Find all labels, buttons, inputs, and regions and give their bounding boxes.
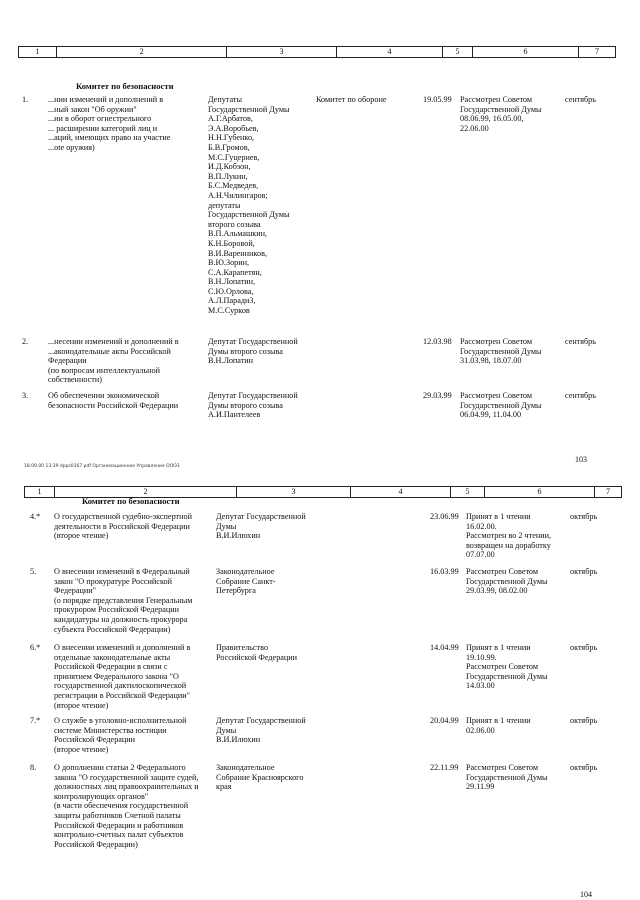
planned-month: сентябрь — [565, 337, 596, 346]
col-header-4: 4 — [337, 47, 443, 57]
planned-month: октябрь — [570, 512, 598, 521]
bill-authors: Депутат Государственной Думы В.И.Илюхин — [216, 512, 306, 541]
submission-date: 16.03.99 — [430, 567, 459, 576]
committee-heading: Комитет по безопасности — [76, 81, 174, 91]
planned-month: сентябрь — [565, 391, 596, 400]
bill-authors: Депутат Государственной Думы В.И.Илюхин — [216, 716, 306, 745]
submission-date: 12.03.98 — [423, 337, 452, 346]
submission-date: 19.05.99 — [423, 95, 452, 104]
col-header-2: 2 — [57, 47, 227, 57]
col-header-5: 5 — [451, 487, 485, 497]
submission-date: 20.04.99 — [430, 716, 459, 725]
row-number: 6.* — [30, 643, 41, 652]
row-number: 3. — [22, 391, 29, 400]
row-number: 4.* — [30, 512, 41, 521]
row-number: 1. — [22, 95, 29, 104]
col-header-3: 3 — [237, 487, 351, 497]
bill-title: О внесении изменений в Федеральный закон "О прокуратуре Российской Федерации" (о порядке представления Генеральным прокурором Российской Федерации кандидатуры на должность прокурора субъекта Российской Федерации) — [54, 567, 193, 634]
submission-date: 22.11.99 — [430, 763, 459, 772]
page-number: 103 — [575, 455, 587, 464]
submission-date: 23.06.99 — [430, 512, 459, 521]
column-header-row — [18, 46, 616, 58]
col-header-4: 4 — [351, 487, 451, 497]
bill-authors: Депутат Государственной Думы второго созыва А.И.Пантелеев — [208, 391, 298, 420]
planned-month: октябрь — [570, 567, 598, 576]
bill-authors: Депутаты Государственной Думы А.Г.Арбатов, Э.А.Воробьев, Н.Н.Губенко, Б.В.Громов, М.С.Гуцериев, И.Д.Кобзон, В.П.Лукин, Б.С.Медведев, А.Н.Чилингаров; депутаты Государственной Думы второго созыва В.П.Альмашкин, К.Н.Боровой, В.И.Варенников, В.Ю.Зорин, С.А.Карапетян, В.Н.Лопатин, С.Ю.Орлова, А.Л.Паради3, М.С.Сурков — [208, 95, 290, 316]
col-header-3: 3 — [227, 47, 337, 57]
col-header-6: 6 — [485, 487, 595, 497]
col-header-7: 7 — [606, 487, 610, 496]
review-status: Принят в 1 чтении 02.06.00 — [466, 716, 531, 735]
review-status: Рассмотрен Советом Государственной Думы 06.04.99, 11.04.00 — [460, 391, 542, 420]
review-status: Рассмотрен Советом Государственной Думы 29.11.99 — [466, 763, 548, 792]
submission-date: 14.04.99 — [430, 643, 459, 652]
col-header-7: 7 — [595, 47, 599, 56]
bill-authors: Законодательное Собрание Красноярского края — [216, 763, 304, 792]
bill-title: О внесении изменений и дополнений в отдельные законодательные акты Российской Федерации в связи с принятием Федерального закона "О государственной дактилоскопической регистрации в Российской Федерации" (второе чтение) — [54, 643, 191, 710]
bill-title: О службе в уголовно-исполнительной системе Министерства юстиции Российской Федерации (второе чтение) — [54, 716, 187, 754]
col-header-2: 2 — [55, 487, 237, 497]
bill-authors: Депутат Государственной Думы второго созыва В.Н.Лопатин — [208, 337, 298, 366]
row-number: 7.* — [30, 716, 41, 725]
submission-date: 29.03.99 — [423, 391, 452, 400]
bill-title: О государственной судебно-экспертной деятельности в Российской Федерации (второе чтение) — [54, 512, 192, 541]
row-number: 2. — [22, 337, 29, 346]
bill-title: О дополнении статьи 2 Федерального закона "О государственной защите судей, должностных лиц правоохранительных и контролирующих органов" (в части обеспечения государственной защиты работников Счетной палаты Российской Федерации и работников контрольно-счетных палат субъектов Российской Федерации) — [54, 763, 199, 849]
bill-title: ...нии изменений и дополнений в ...ный закон "Об оружии" ...ии в оборот огнестрельного ... расширении категорий лиц и ...аций, имеющих право на участие ...ote оружия) — [48, 95, 171, 152]
page-number: 104 — [580, 890, 592, 899]
responsible-committee: Комитет по обороне — [316, 95, 387, 104]
planned-month: сентябрь — [565, 95, 596, 104]
col-header-6: 6 — [473, 47, 579, 57]
col-header-1: 1 — [19, 47, 57, 57]
row-number: 5. — [30, 567, 37, 576]
page-footer: 18.09.00 13:39 dpps0167.pdf Организационное Управление ООО3 — [24, 464, 180, 469]
committee-heading: Комитет по безопасности — [82, 496, 180, 506]
review-status: Принят в 1 чтении 16.02.00. Рассмотрен во 2 чтении, возвращен на доработку 07.07.00 — [466, 512, 552, 560]
bill-authors: Правительство Российской Федерации — [216, 643, 298, 662]
review-status: Рассмотрен Советом Государственной Думы 31.03.98, 18.07.00 — [460, 337, 542, 366]
col-header-5: 5 — [443, 47, 473, 57]
review-status: Рассмотрен Советом Государственной Думы 29.03.99, 08.02.00 — [466, 567, 548, 596]
planned-month: октябрь — [570, 763, 598, 772]
planned-month: октябрь — [570, 716, 598, 725]
bill-title: Об обеспечении экономической безопасности Российской Федерации — [48, 391, 179, 410]
row-number: 8. — [30, 763, 37, 772]
bill-authors: Законодательное Собрание Санкт- Петербурга — [216, 567, 276, 596]
col-header-1: 1 — [25, 487, 55, 497]
bill-title: ...несении изменений и дополнений в ...аконодательные акты Российской Федерации (по вопросам интеллектуальной собственности) — [48, 337, 179, 385]
review-status: Принят в 1 чтении 19.10.99. Рассмотрен Советом Государственной Думы 14.03.00 — [466, 643, 548, 691]
review-status: Рассмотрен Советом Государственной Думы 08.06.99, 16.05.00, 22.06.00 — [460, 95, 542, 133]
planned-month: октябрь — [570, 643, 598, 652]
